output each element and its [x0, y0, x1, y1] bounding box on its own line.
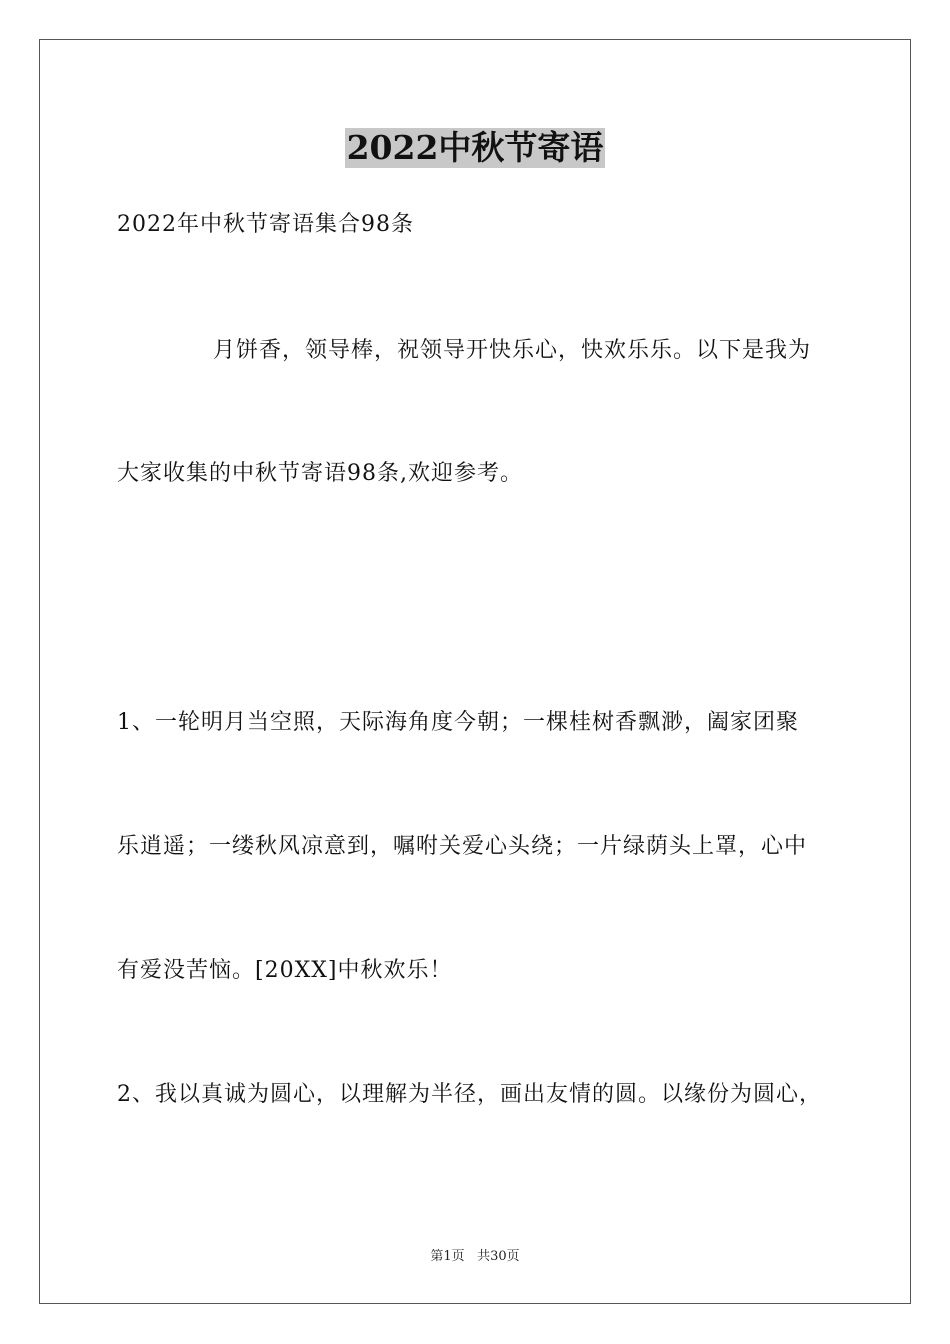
paragraph-line: 有爱没苦恼。[20XX]中秋欢乐！ [117, 958, 453, 983]
paragraph-line: 2、我以真诚为圆心，以理解为半径，画出友情的圆。以缘份为圆心， [117, 1082, 822, 1107]
paragraph-line: 月饼香，领导棒，祝领导开快乐心，快欢乐乐。以下是我为 [213, 338, 812, 363]
paragraph-line: 大家收集的中秋节寄语98条,欢迎参考。 [117, 461, 523, 486]
title-container [0, 128, 950, 168]
document-subtitle: 2022年中秋节寄语集合98条 [117, 212, 414, 237]
document-title: 2022中秋节寄语 [346, 128, 604, 167]
page-footer [0, 1248, 950, 1266]
page-number: 第1页 [430, 1249, 465, 1264]
paragraph-line: 乐逍遥；一缕秋风凉意到，嘱咐关爱心头绕；一片绿荫头上罩，心中 [117, 834, 808, 859]
page-total: 共30页 [477, 1249, 520, 1264]
paragraph-line: 1、一轮明月当空照，天际海角度今朝；一棵桂树香飘渺，阖家团聚 [117, 710, 799, 735]
